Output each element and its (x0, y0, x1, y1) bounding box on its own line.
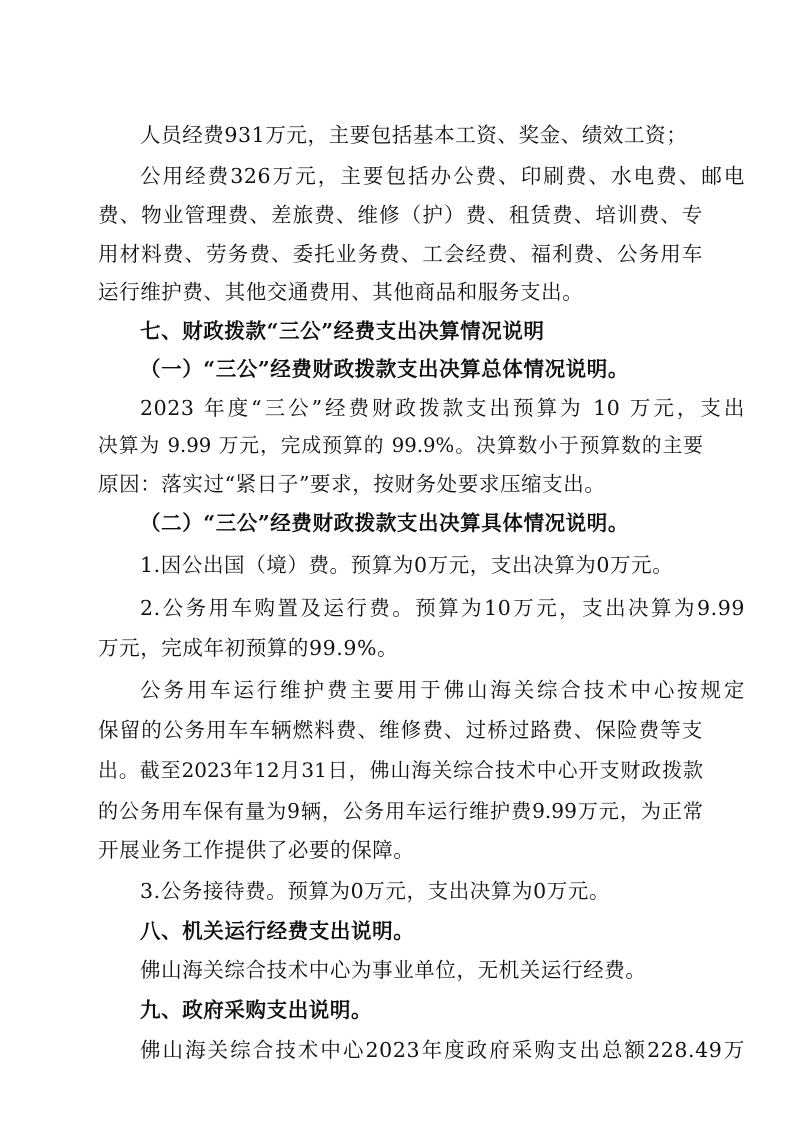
paragraph-line: 的公务用车保有量为9辆，公务用车运行维护费9.99万元，为正常 (98, 799, 703, 823)
paragraph-line: 佛山海关综合技术中心为事业单位，无机关运行经费。 (140, 958, 647, 982)
paragraph-line: 运行维护费、其他交通费用、其他商品和服务支出。 (98, 280, 584, 304)
paragraph-line: 出。截至2023年12月31日，佛山海关综合技术中心开支财政拨款 (98, 759, 703, 782)
paragraph-line: 用材料费、劳务费、委托业务费、工会经费、福利费、公务用车 (98, 242, 703, 266)
section-heading: 九、政府采购支出说明。 (140, 998, 373, 1022)
paragraph-line: 人员经费931万元，主要包括基本工资、奖金、绩效工资； (140, 123, 688, 147)
paragraph-line: 1.因公出国（境）费。预算为0万元，支出决算为0万元。 (140, 553, 674, 577)
paragraph-line: 原因：落实过“紧日子”要求，按财务处要求压缩支出。 (98, 472, 606, 496)
paragraph-line: 费、物业管理费、差旅费、维修（护）费、租赁费、培训费、专 (98, 203, 703, 227)
section-heading: 八、机关运行经费支出说明。 (140, 919, 415, 943)
paragraph-line: 公用经费326万元，主要包括办公费、印刷费、水电费、邮电 (140, 164, 745, 188)
paragraph-line: 佛山海关综合技术中心2023年度政府采购支出总额228.49万 (140, 1038, 745, 1062)
subsection-heading: （一）“三公”经费财政拨款支出决算总体情况说明。 (140, 357, 629, 381)
paragraph-line: 开展业务工作提供了必要的保障。 (98, 838, 415, 862)
paragraph-line: 3.公务接待费。预算为0万元，支出决算为0万元。 (140, 879, 611, 903)
paragraph-line: 2023 年度“三公”经费财政拨款支出预算为 10 万元，支出 (140, 396, 745, 420)
paragraph-line: 2.公务用车购置及运行费。预算为10万元，支出决算为9.99 (140, 596, 745, 620)
paragraph-line: 万元，完成年初预算的99.9%。 (98, 636, 399, 660)
section-heading: 七、财政拨款“三公”经费支出决算情况说明 (140, 319, 545, 343)
paragraph-line: 公务用车运行维护费主要用于佛山海关综合技术中心按规定 (140, 678, 745, 702)
paragraph-line: 决算为 9.99 万元，完成预算的 99.9%。决算数小于预算数的主要 (98, 434, 703, 457)
paragraph-line: 保留的公务用车车辆燃料费、维修费、过桥过路费、保险费等支 (98, 718, 703, 742)
subsection-heading: （二）“三公”经费财政拨款支出决算具体情况说明。 (140, 511, 629, 535)
